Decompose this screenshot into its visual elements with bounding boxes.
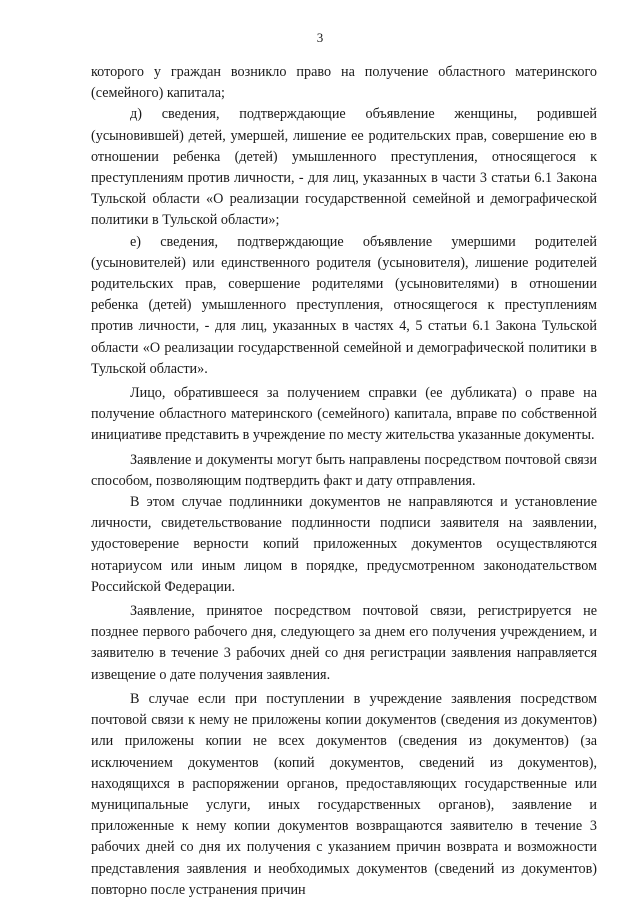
paragraph-incomplete-documents: В случае если при поступлении в учреждение заявления посредством почтовой связи к нему не приложены копии документов (сведения из документов) или приложены копии не всех документов (сведения из документов) (за исключением документов (копий документов, сведений из документов), находящихся в распоряжении органов, предоставляющих государственные или муниципальные услуги, иных государственных органов), заявление и приложенные к нему копии документов возвращаются заявителю в течение 3 рабочих дней со дня их получения с указанием причин возврата и возможности представления заявления и необходимых документов (сведений из документов) повторно после устранения причин	[91, 690, 597, 898]
paragraph-own-initiative: Лицо, обратившееся за получением справки (ее дубликата) о праве на получение областного материнского (семейного) капитала, вправе по собственной инициативе представить в учреждение по месту жительства указанные документы.	[91, 385, 597, 444]
paragraph-originals-not-sent: В этом случае подлинники документов не направляются и установление личности, свидетельствование подлинности подписи заявителя на заявлении, удостоверение верности копий приложенных документов осуществляются нотариусом или иным лицом в порядке, предусмотренном законодательством Российской Федерации.	[91, 494, 597, 595]
paragraph-item-d: д) сведения, подтверждающие объявление женщины, родившей (усыновившей) детей, умершей, лишение ее родительских прав, совершение ею в отношении ребенка (детей) умышленного преступления, относящегося к преступлениям против личности, - для лиц, указанных в части 3 статьи 6.1 Закона Тульской области «О реализации государственной семейной и демографической политики в Тульской области»;	[91, 106, 597, 229]
paragraph-continuation: которого у граждан возникло право на получение областного материнского (семейного) капитала;	[91, 64, 597, 102]
paragraph-item-e: е) сведения, подтверждающие объявление умершими родителей (усыновителей) или единственного родителя (усыновителя), лишение родителей родительских прав, совершение родителями (усыновителями) в отношении ребенка (детей) умышленного преступления, относящегося к преступлениям против личности, - для лиц, указанных в частях 4, 5 статьи 6.1 Закона Тульской области «О реализации государственной семейной и демографической политики в Тульской области».	[91, 233, 597, 377]
paragraph-registration: Заявление, принятое посредством почтовой связи, регистрируется не позднее первого рабочего дня, следующего за днем его получения учреждением, и заявителю в течение 3 рабочих дней со дня регистрации заявления направляется извещение о дате получения заявления.	[91, 603, 597, 683]
document-body	[91, 62, 597, 901]
paragraph-postal-submission: Заявление и документы могут быть направлены посредством почтовой связи способом, позволяющим подтвердить факт и дату отправления.	[91, 451, 597, 489]
page-number: 3	[316, 30, 324, 45]
